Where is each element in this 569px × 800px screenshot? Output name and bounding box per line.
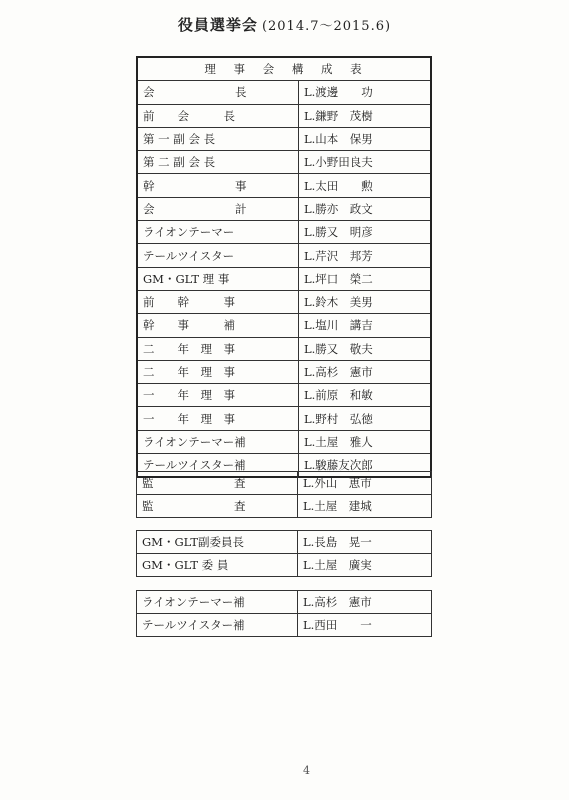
title-period: (2014.7～2015.6)	[261, 19, 392, 34]
name-cell: L.土屋 建城	[298, 495, 432, 518]
role-cell: 二 年 理 事	[137, 337, 299, 360]
name-cell: L.前原 和敏	[299, 384, 432, 407]
role-cell: ライオンテーマー補	[137, 430, 299, 453]
role-cell: 幹 事 補	[137, 314, 299, 337]
table-row	[137, 360, 431, 383]
name-cell: L.塩川 講吉	[299, 314, 432, 337]
auditors-table	[136, 471, 432, 518]
table-row	[137, 197, 431, 220]
table-row	[137, 591, 432, 614]
name-cell: L.芹沢 邦芳	[299, 244, 432, 267]
name-cell: L.山本 保男	[299, 127, 432, 150]
table-row	[137, 407, 431, 430]
role-cell: GM・GLT 委 員	[137, 554, 298, 577]
name-cell: L.鎌野 茂樹	[299, 104, 432, 127]
table-row	[137, 337, 431, 360]
name-cell: L.土屋 廣実	[298, 554, 432, 577]
role-cell: 幹 事	[137, 174, 299, 197]
role-cell: GM・GLT 理 事	[137, 267, 299, 290]
role-cell: 第 一 副 会 長	[137, 127, 299, 150]
role-cell: 一 年 理 事	[137, 384, 299, 407]
table-row	[137, 174, 431, 197]
role-cell: ライオンテーマー補	[137, 591, 298, 614]
role-cell: ライオンテーマー	[137, 221, 299, 244]
table-row	[137, 244, 431, 267]
role-cell: 前 会 長	[137, 104, 299, 127]
name-cell: L.長島 晃一	[298, 531, 432, 554]
table-row	[137, 614, 432, 637]
name-cell: L.土屋 雅人	[299, 430, 432, 453]
table-row	[137, 314, 431, 337]
role-cell: テールツイスター	[137, 244, 299, 267]
name-cell: L.高杉 憲市	[298, 591, 432, 614]
board-composition-table	[136, 56, 432, 478]
table-row	[137, 430, 431, 453]
name-cell: L.高杉 憲市	[299, 360, 432, 383]
name-cell: L.野村 弘徳	[299, 407, 432, 430]
role-cell: GM・GLT副委員長	[137, 531, 298, 554]
table-row	[137, 531, 432, 554]
role-cell: 前 幹 事	[137, 290, 299, 313]
table-row	[137, 267, 431, 290]
table-row	[137, 151, 431, 174]
name-cell: L.駿藤友次郎	[299, 454, 432, 478]
title-text: 役員選挙会	[177, 16, 258, 34]
name-cell: L.太田 勲	[299, 174, 432, 197]
name-cell: L.西田 一	[298, 614, 432, 637]
name-cell: L.勝亦 政文	[299, 197, 432, 220]
name-cell: L.鈴木 美男	[299, 290, 432, 313]
role-cell: 監 査	[137, 495, 298, 518]
role-cell: 二 年 理 事	[137, 360, 299, 383]
assistants-table	[136, 590, 432, 637]
gm-glt-committee-table	[136, 530, 432, 577]
table-row	[137, 384, 431, 407]
table-row	[137, 472, 432, 495]
table-row	[137, 554, 432, 577]
role-cell: テールツイスター補	[137, 454, 299, 478]
name-cell: L.渡邊 功	[299, 81, 432, 104]
table-row	[137, 81, 431, 104]
name-cell: L.外山 恵市	[298, 472, 432, 495]
role-cell: 監 査	[137, 472, 298, 495]
table-row	[137, 290, 431, 313]
name-cell: L.勝又 明彦	[299, 221, 432, 244]
role-cell: 一 年 理 事	[137, 407, 299, 430]
board-table-header-row	[137, 57, 431, 81]
table-row	[137, 104, 431, 127]
role-cell: 会 計	[137, 197, 299, 220]
page-number: 4	[303, 764, 310, 777]
role-cell: テールツイスター補	[137, 614, 298, 637]
page-title	[0, 14, 569, 35]
table-row	[137, 127, 431, 150]
table-row	[137, 221, 431, 244]
name-cell: L.小野田良夫	[299, 151, 432, 174]
board-table-header: 理 事 会 構 成 表	[137, 57, 431, 81]
name-cell: L.勝又 敬夫	[299, 337, 432, 360]
role-cell: 第 二 副 会 長	[137, 151, 299, 174]
role-cell: 会 長	[137, 81, 299, 104]
name-cell: L.坪口 榮二	[299, 267, 432, 290]
table-row	[137, 495, 432, 518]
